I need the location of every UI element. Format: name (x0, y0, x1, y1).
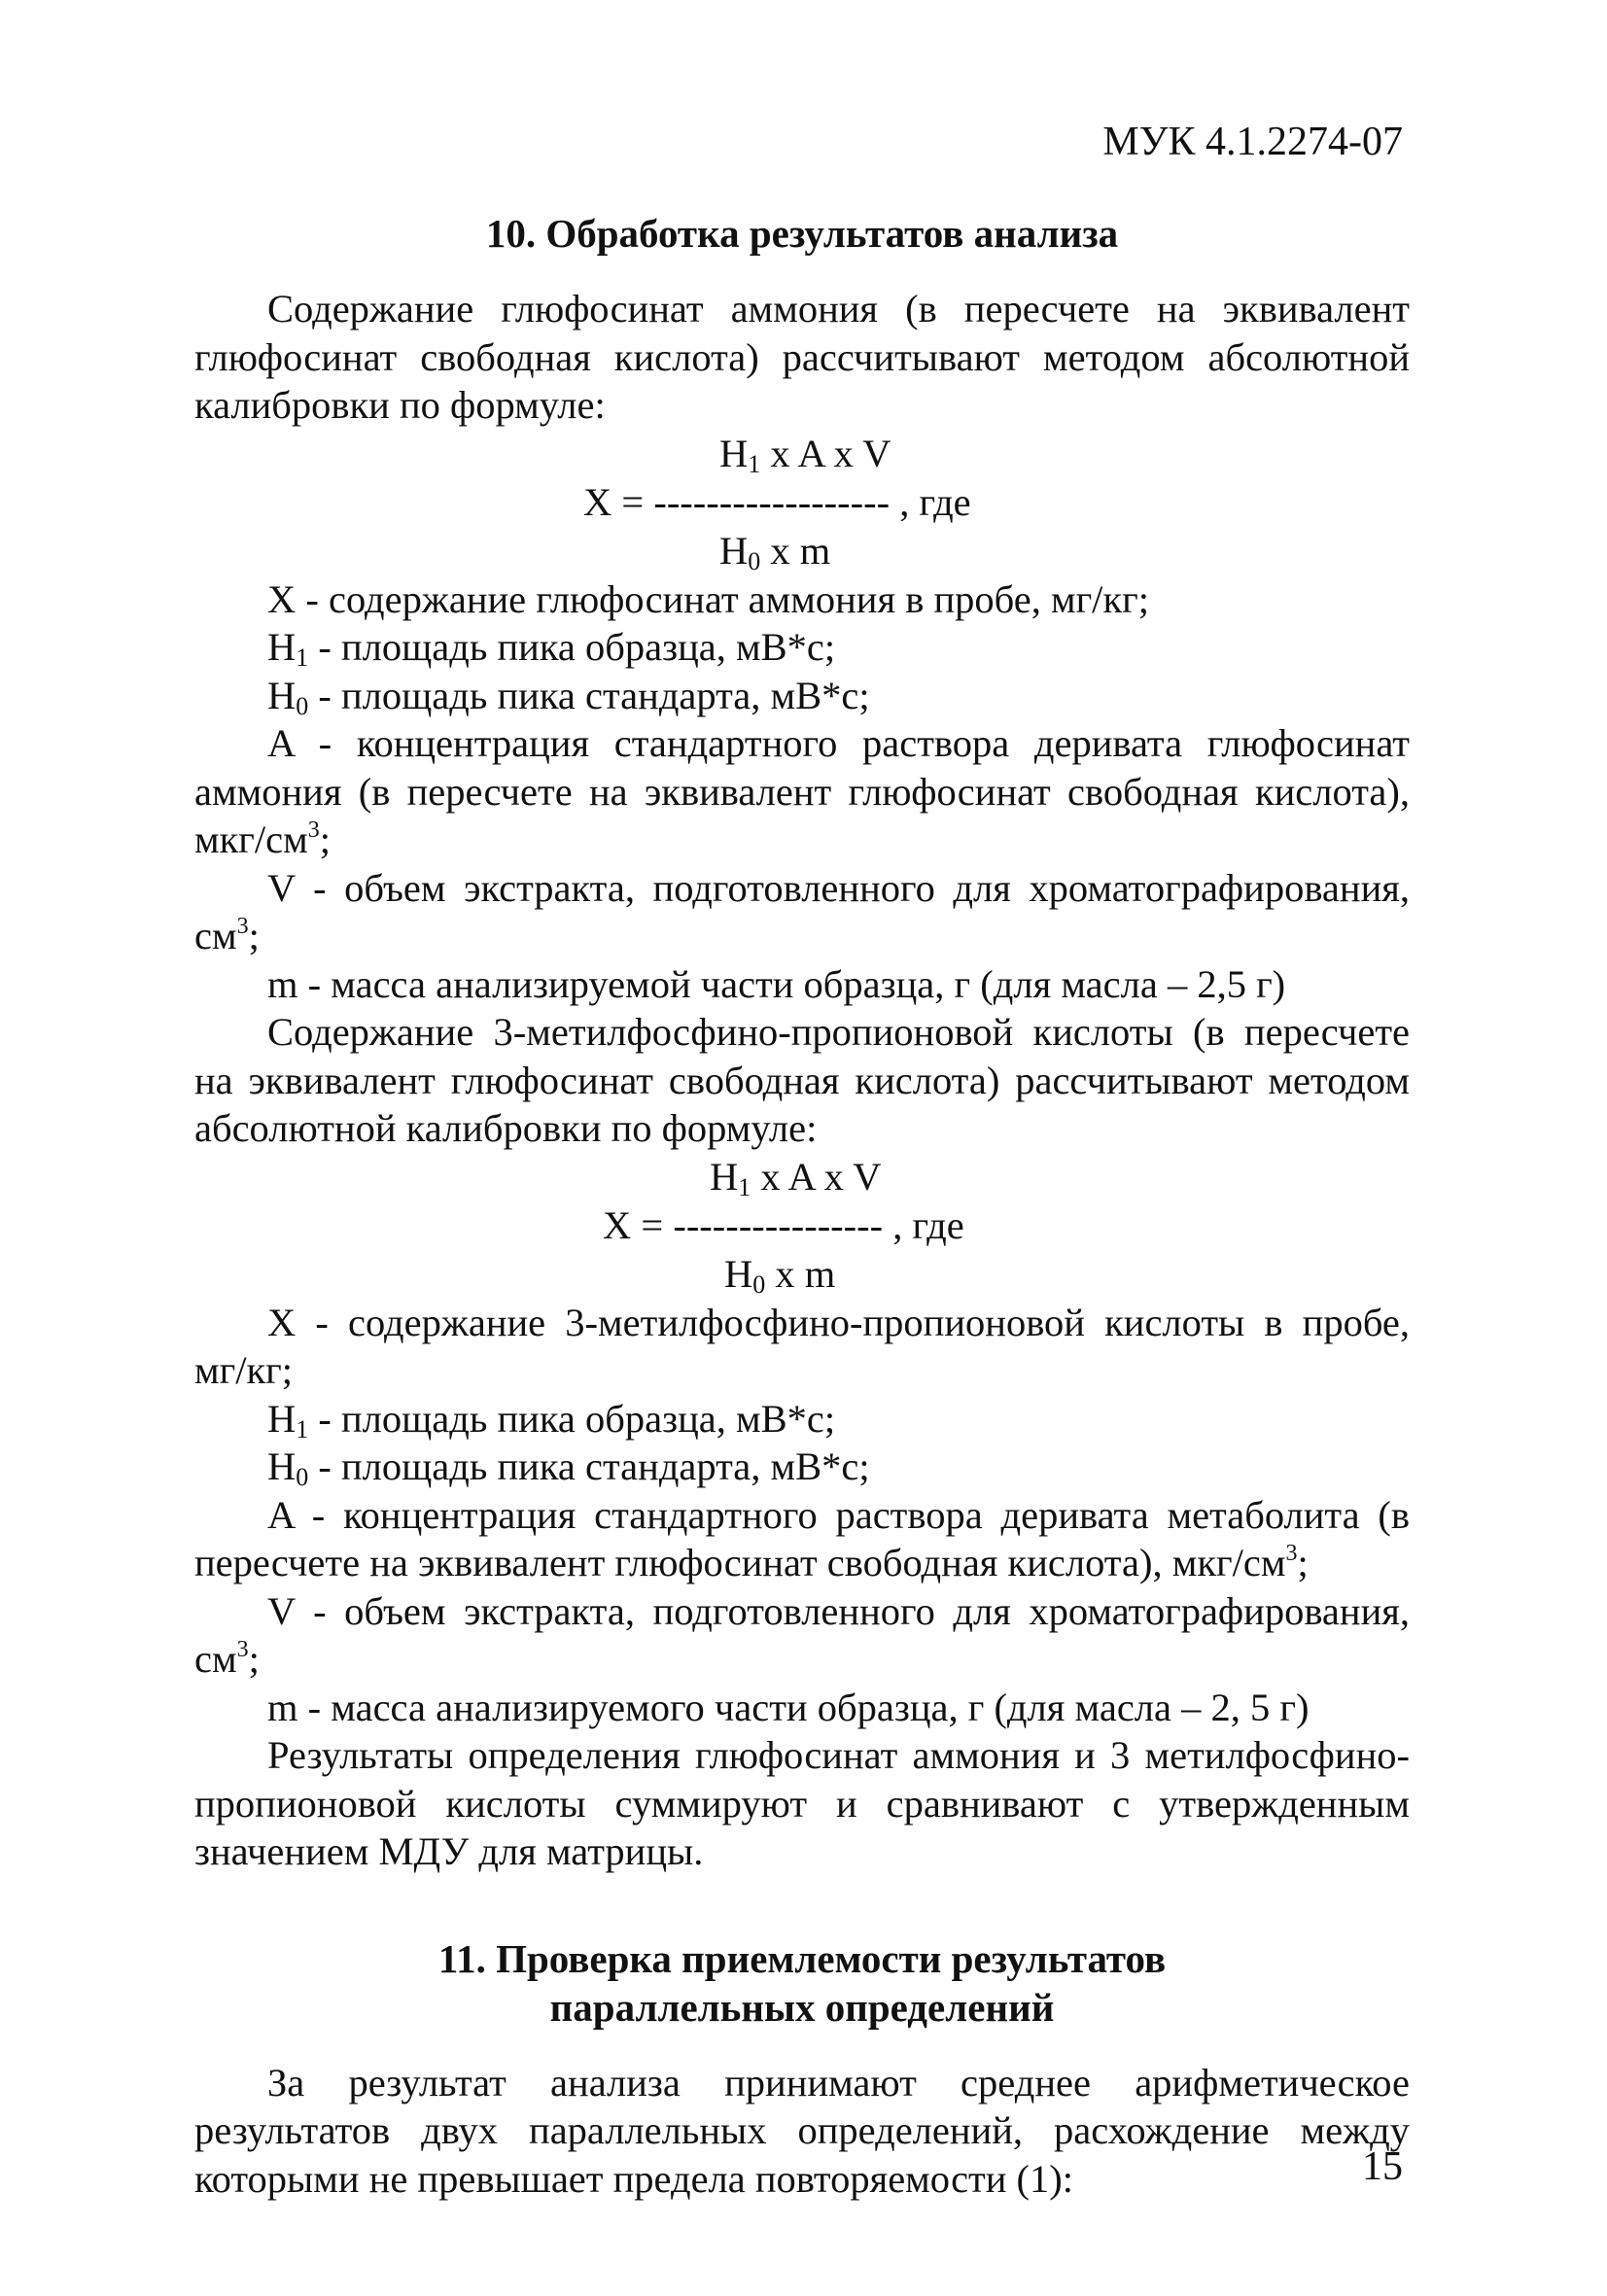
definition2-v: V - объем экстракта, подготовленного для хроматографирования, $см^3$; (194, 1588, 1410, 1681)
definition-x: X - содержание глюфосинат аммония в пробе, мг/кг; (267, 576, 1149, 621)
definition-a: A - концентрация стандартного раствора деривата глюфосинат аммония (в пересчете на эквивалент глюфосинат свободная кислота), мкг/$см^3$; (194, 721, 1410, 861)
section-11-text: За результат анализа принимают среднее арифметическое результатов двух параллельных определений, расхождение между которыми не превышает предела повторяемости (1): (194, 2060, 1410, 2201)
metabolite-intro: Содержание 3-метилфосфино-пропионовой кислоты (в пересчете на эквивалент глюфосинат свободная кислота) рассчитывают методом абсолютной калибровки по формуле: (194, 1010, 1410, 1150)
page-number: 15 (1362, 2144, 1403, 2189)
formula2-numerator: $H_1$ x A x V (710, 1154, 882, 1201)
formula-denominator: $H_0$ x m (719, 528, 831, 575)
definition2-h0: $H_0$ - площадь пика стандарта, мВ*с; (267, 1444, 870, 1491)
section-10-intro: Содержание глюфосинат аммония (в пересчете на эквивалент глюфосинат свободная кислота) рассчитывают методом абсолютной калибровки по формуле: (194, 287, 1410, 427)
formula2-lhs: X = ---------------- , где (603, 1202, 964, 1247)
document-code-header: МУК 4.1.2274-07 (1102, 120, 1403, 164)
definition-h0: $H_0$ - площадь пика стандарта, мВ*с; (267, 673, 870, 720)
section-10-title: 10. Обработка результатов анализа (485, 211, 1119, 256)
formula-numerator: $H_1$ x A x V (719, 431, 891, 478)
formula-lhs: X = ------------------ , где (583, 479, 971, 524)
definition2-m: m - масса анализируемого части образца, г (для масла – 2, 5 г) (267, 1685, 1310, 1729)
section-10-conclusion: Результаты определения глюфосинат аммония и 3 метилфосфино-пропионовой кислоты суммируют и сравнивают с утвержденным значением МДУ для матрицы. (194, 1733, 1410, 1873)
definition-h1: $H_1$ - площадь пика образца, мВ*с; (267, 625, 836, 672)
formula2-denominator: $H_0$ x m (724, 1251, 836, 1299)
definition-m: m - масса анализируемой части образца, г (для масла – 2,5 г) (267, 961, 1286, 1006)
definition2-a: A - концентрация стандартного раствора деривата метаболита (в пересчете на эквивалент глюфосинат свободная кислота), мкг/$см^3$; (194, 1492, 1410, 1584)
definition-v: V - объем экстракта, подготовленного для хроматографирования, $см^3$; (194, 865, 1410, 957)
section-11-title: 11. Проверка приемлемости результатов параллельных определений (437, 1935, 1167, 2030)
definition2-x: X - содержание 3-метилфосфино-пропионовой кислоты в пробе, мг/кг; (194, 1300, 1410, 1392)
formula-metabolite (194, 1153, 1410, 1299)
definition2-h1: $H_1$ - площадь пика образца, мВ*с; (267, 1396, 836, 1444)
page-content (194, 209, 1410, 2203)
formula-glufosinate (194, 430, 1410, 575)
